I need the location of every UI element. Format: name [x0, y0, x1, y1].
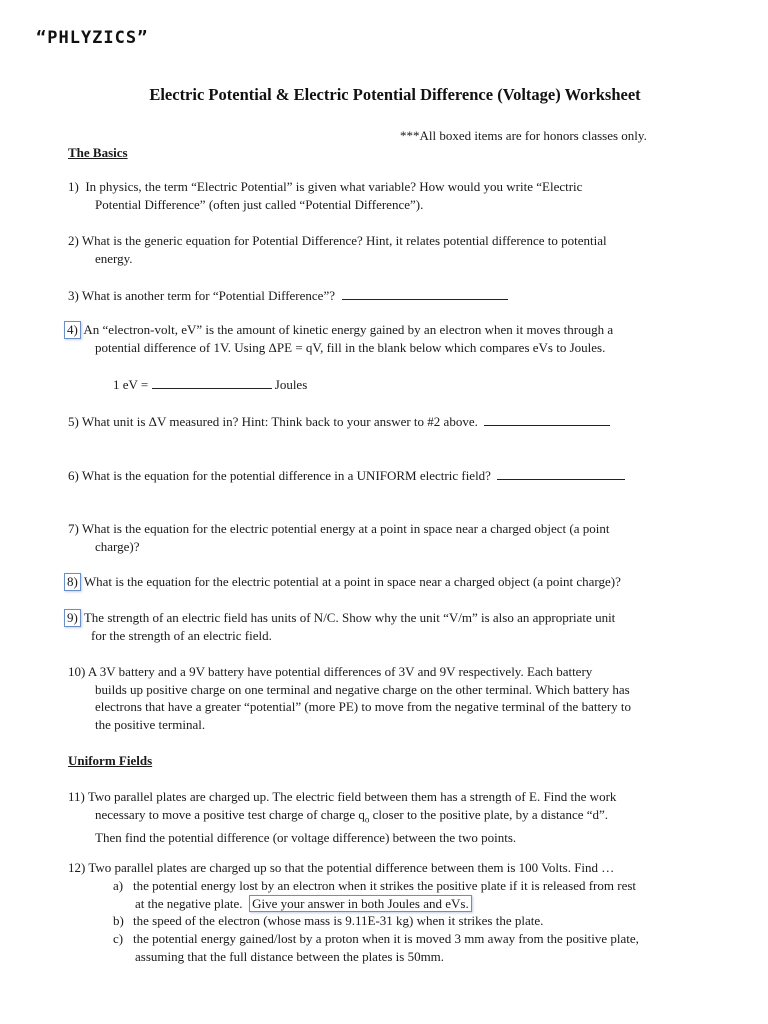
question-text: 6) What is the equation for the potential difference in a UNIFORM electric field?	[68, 468, 491, 483]
question-8	[68, 573, 728, 591]
answer-blank[interactable]	[497, 466, 625, 480]
question-text: In physics, the term “Electric Potential” is given what variable? How would you write “Electric	[85, 179, 583, 194]
question-text: the potential energy gained/lost by a proton when it is moved 3 mm away from the positive plate,	[133, 931, 639, 946]
sub-question-label: b)	[113, 913, 124, 928]
question-text: builds up positive charge on one terminal and negative charge on the other terminal. Which battery has	[95, 681, 630, 697]
question-text: charge)?	[95, 538, 140, 554]
question-text: 7) What is the equation for the electric potential energy at a point in space near a charged object (a point	[68, 521, 610, 536]
question-12c	[113, 930, 733, 965]
page-title: Electric Potential & Electric Potential Difference (Voltage) Worksheet	[149, 85, 641, 104]
ev-joules-equation	[113, 375, 768, 394]
question-text: at the negative plate.	[135, 895, 243, 911]
question-number: 4)	[67, 322, 78, 337]
question-text: 3) What is another term for “Potential Difference”?	[68, 288, 335, 303]
question-10	[68, 663, 728, 733]
question-text: electrons that have a greater “potential” (more PE) to move from the negative terminal of the battery to	[95, 699, 632, 714]
equation-unit: Joules	[274, 377, 308, 392]
question-text: Potential Difference” (often just called “Potential Difference”).	[95, 196, 424, 212]
sub-question-label: a)	[113, 878, 124, 893]
question-text: 10) A 3V battery and a 9V battery have potential differences of 3V and 9V respectively. Each battery	[68, 664, 593, 679]
brand-logo: “PHLYZICS”	[36, 28, 149, 48]
subscript: o	[364, 814, 370, 825]
honors-note: ***All boxed items are for honors classes only.	[400, 128, 647, 143]
question-12a	[113, 877, 733, 912]
section-heading-basics: The Basics	[68, 145, 128, 160]
question-number: 8)	[67, 574, 78, 589]
question-text: 12) Two parallel plates are charged up so that the potential difference between them is 100 Volts. Find …	[68, 860, 615, 875]
question-text: necessary to move a positive test charge of charge q	[95, 806, 365, 822]
question-12b	[113, 912, 733, 930]
question-9	[68, 609, 728, 645]
question-7	[68, 520, 728, 555]
question-text: An “electron-volt, eV” is the amount of kinetic energy gained by an electron when it moves through a	[83, 322, 614, 337]
question-5	[68, 412, 728, 431]
question-text: The strength of an electric field has units of N/C. Show why the unit “V/m” is also an appropriate unit	[83, 610, 616, 625]
question-text: closer to the positive plate, by a distance “d”.	[369, 806, 609, 822]
question-text: the positive terminal.	[95, 716, 206, 732]
question-6	[68, 466, 728, 485]
question-text: What is the equation for the electric potential at a point in space near a charged object (a point charge)?	[83, 574, 621, 589]
question-11	[68, 788, 728, 846]
honors-box	[64, 321, 81, 339]
honors-box	[64, 609, 81, 627]
question-text: assuming that the full distance between the plates is 50mm.	[135, 948, 445, 964]
question-text: 5) What unit is ΔV measured in? Hint: Think back to your answer to #2 above.	[68, 414, 478, 429]
question-text: 11) Two parallel plates are charged up. The electric field between them has a strength of E. Find the work	[68, 789, 617, 804]
sub-question-label: c)	[113, 931, 124, 946]
question-number: 9)	[67, 610, 78, 625]
answer-blank[interactable]	[484, 412, 610, 426]
question-number: 1)	[68, 179, 79, 194]
question-text: 2) What is the generic equation for Potential Difference? Hint, it relates potential difference to potential	[68, 233, 607, 248]
question-text: Then find the potential difference (or voltage difference) between the two points.	[95, 829, 517, 845]
question-text: for the strength of an electric field.	[91, 628, 272, 643]
equation-label: 1 eV =	[113, 377, 149, 392]
question-3	[68, 286, 728, 305]
question-text: the speed of the electron (whose mass is 9.11E-31 kg) when it strikes the plate.	[133, 913, 544, 928]
honors-instruction: Give your answer in both Joules and eVs.	[252, 895, 469, 911]
question-2	[68, 232, 728, 267]
question-text: potential difference of 1V. Using ΔPE = qV, fill in the blank below which compares eVs to Joules.	[95, 340, 606, 355]
honors-box	[249, 895, 472, 912]
question-1	[68, 178, 728, 213]
honors-box	[64, 573, 81, 591]
question-text: energy.	[95, 250, 133, 266]
question-text: the potential energy lost by an electron when it strikes the positive plate if it is released from rest	[133, 878, 637, 893]
question-4	[68, 321, 728, 357]
question-12	[68, 859, 728, 877]
answer-blank[interactable]	[152, 375, 272, 389]
answer-blank[interactable]	[342, 286, 508, 300]
section-heading-uniform-fields: Uniform Fields	[68, 753, 153, 768]
